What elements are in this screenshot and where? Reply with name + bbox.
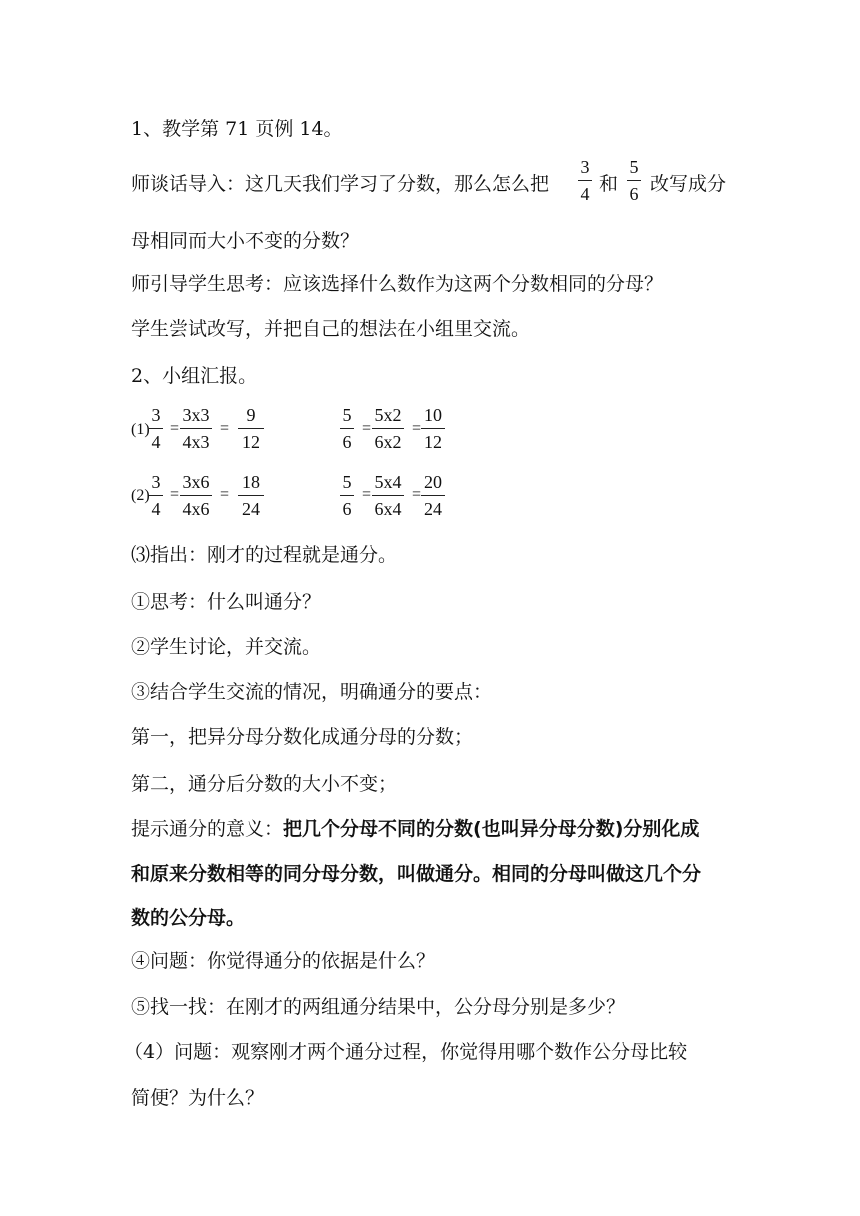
intro-line-end: 改写成分 — [650, 173, 727, 195]
numerator: 3 — [580, 157, 590, 177]
fraction-bar — [149, 495, 163, 496]
numerator: 10 — [424, 405, 442, 425]
meaning-definition-part3: 数的公分母。 — [131, 907, 246, 929]
numerator: 5 — [629, 157, 639, 177]
question-four-line: （4）问题：观察刚才两个通分过程，你觉得用哪个数作公分母比较 — [124, 1041, 688, 1063]
denominator: 6 — [629, 184, 639, 204]
equals-sign: = — [362, 420, 372, 437]
fraction-bar — [421, 495, 445, 496]
intro-line-and: 和 — [599, 173, 619, 195]
denominator: 6x4 — [374, 499, 402, 519]
example-heading: 1、教学第 71 页例 14。 — [131, 118, 343, 140]
discuss-line: ②学生讨论，并交流。 — [131, 636, 322, 658]
fraction-bar — [180, 428, 212, 429]
question-four-line-2: 简便？为什么？ — [131, 1087, 265, 1109]
row2-frac-a — [149, 472, 163, 519]
equals-sign: = — [362, 486, 372, 503]
guide-line: 师引导学生思考：应该选择什么数作为这两个分数相同的分母？ — [131, 273, 664, 295]
numerator: 5 — [342, 472, 352, 492]
row2-frac-e — [372, 472, 404, 519]
fraction-bar — [578, 180, 592, 181]
numerator: 3 — [151, 405, 161, 425]
fraction-bar — [149, 428, 163, 429]
denominator: 4 — [580, 184, 590, 204]
fraction-bar — [340, 428, 354, 429]
row1-label: (1) — [131, 421, 150, 438]
row1-frac-d — [340, 405, 354, 452]
denominator: 6 — [342, 499, 352, 519]
row2-label: (2) — [131, 487, 150, 504]
numerator: 5x2 — [374, 405, 402, 425]
row1-frac-e — [372, 405, 404, 452]
denominator: 4x6 — [182, 499, 210, 519]
meaning-line — [131, 817, 699, 841]
row2-frac-d — [340, 472, 354, 519]
try-line: 学生尝试改写，并把自己的想法在小组里交流。 — [131, 318, 531, 340]
row1-frac-b — [180, 405, 212, 452]
numerator: 20 — [424, 472, 442, 492]
denominator: 6x2 — [374, 432, 402, 452]
meaning-definition-part2: 和原来分数相等的同分母分数，叫做通分。相同的分母叫做这几个分 — [131, 863, 702, 885]
point-two-line: 第二，通分后分数的大小不变； — [131, 773, 398, 795]
denominator: 12 — [242, 432, 260, 452]
denominator: 6 — [342, 432, 352, 452]
row2-frac-b — [180, 472, 212, 519]
equals-sign: = — [412, 486, 422, 503]
fraction-bar — [238, 428, 264, 429]
think-line: ①思考：什么叫通分？ — [131, 591, 322, 613]
inline-fraction-3-4 — [578, 157, 592, 204]
question-basis-line: ④问题：你觉得通分的依据是什么？ — [131, 950, 436, 972]
numerator: 9 — [246, 405, 256, 425]
equals-sign: = — [220, 420, 230, 437]
row1-frac-f — [421, 405, 445, 452]
point-out-line: ⑶指出：刚才的过程就是通分。 — [131, 544, 398, 566]
denominator: 12 — [424, 432, 442, 452]
fraction-bar — [238, 495, 264, 496]
equals-sign: = — [170, 420, 180, 437]
numerator: 3 — [151, 472, 161, 492]
row2-frac-f — [421, 472, 445, 519]
equals-sign: = — [220, 486, 230, 503]
fraction-bar — [340, 495, 354, 496]
denominator: 4x3 — [182, 432, 210, 452]
meaning-definition-part1: 把几个分母不同的分数(也叫异分母分数)分别化成 — [283, 818, 700, 840]
meaning-label: 提示通分的意义： — [131, 818, 284, 840]
numerator: 3x3 — [182, 405, 210, 425]
intro-line-2: 母相同而大小不变的分数？ — [131, 230, 360, 252]
fraction-bar — [372, 428, 404, 429]
numerator: 3x6 — [182, 472, 210, 492]
intro-line-start: 师谈话导入：这几天我们学习了分数，那么怎么把 — [131, 173, 550, 195]
combine-line: ③结合学生交流的情况，明确通分的要点： — [131, 681, 493, 703]
row1-frac-a — [149, 405, 163, 452]
point-one-line: 第一，把异分母分数化成通分母的分数； — [131, 726, 474, 748]
row1-frac-c — [238, 405, 264, 452]
numerator: 5x4 — [374, 472, 402, 492]
fraction-bar — [180, 495, 212, 496]
equals-sign: = — [412, 420, 422, 437]
equals-sign: = — [170, 486, 180, 503]
find-line: ⑤找一找：在刚才的两组通分结果中，公分母分别是多少？ — [131, 996, 626, 1018]
report-heading: 2、小组汇报。 — [131, 365, 258, 387]
inline-fraction-5-6 — [627, 157, 641, 204]
denominator: 24 — [424, 499, 442, 519]
row2-frac-c — [238, 472, 264, 519]
fraction-bar — [421, 428, 445, 429]
numerator: 18 — [242, 472, 260, 492]
numerator: 5 — [342, 405, 352, 425]
denominator: 24 — [242, 499, 260, 519]
denominator: 4 — [151, 432, 161, 452]
denominator: 4 — [151, 499, 161, 519]
fraction-bar — [372, 495, 404, 496]
fraction-bar — [627, 180, 641, 181]
